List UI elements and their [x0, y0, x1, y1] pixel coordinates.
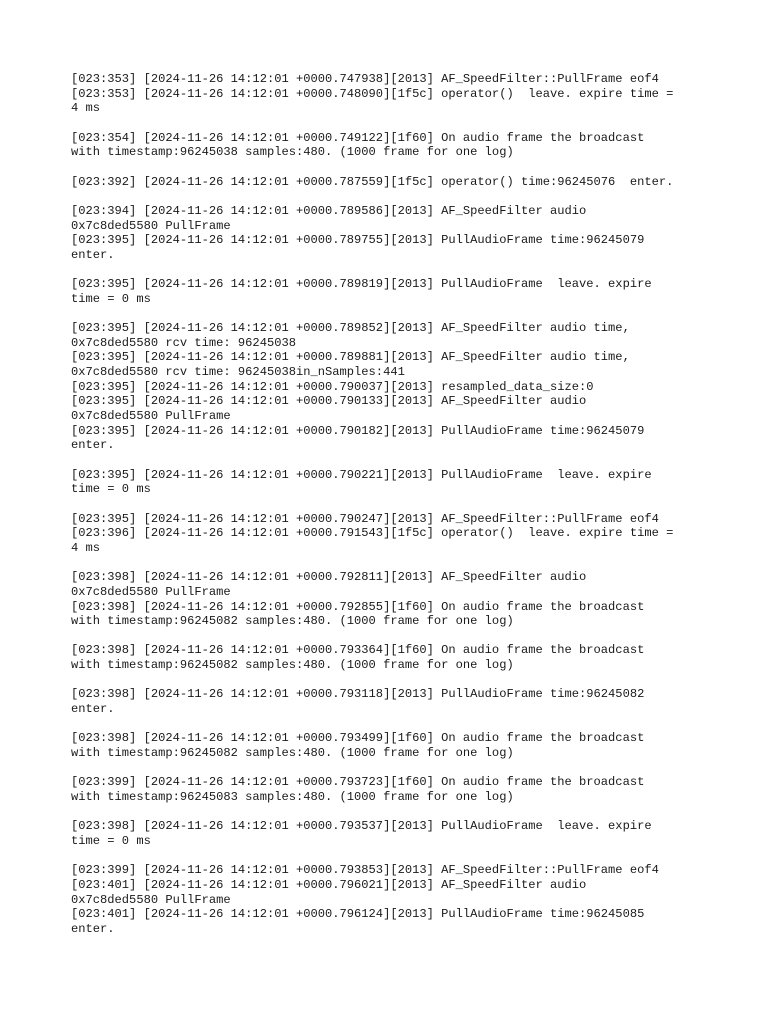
log-line: [023:398] [2024-11-26 14:12:01 +0000.792811][2013] AF_SpeedFilter audio	[71, 570, 587, 585]
log-entry-group	[71, 775, 721, 804]
log-line: [023:395] [2024-11-26 14:12:01 +0000.789755][2013] PullAudioFrame time:96245079	[71, 233, 645, 248]
log-line: [023:398] [2024-11-26 14:12:01 +0000.793499][1f60] On audio frame the broadcast	[71, 731, 645, 746]
log-line: [023:395] [2024-11-26 14:12:01 +0000.789881][2013] AF_SpeedFilter audio time,	[71, 350, 630, 365]
log-line: [023:392] [2024-11-26 14:12:01 +0000.787559][1f5c] operator() time:96245076 enter.	[71, 174, 674, 189]
log-line: [023:398] [2024-11-26 14:12:01 +0000.793364][1f60] On audio frame the broadcast	[71, 643, 645, 658]
log-line: 0x7c8ded5580 PullFrame	[71, 892, 231, 907]
log-line: [023:394] [2024-11-26 14:12:01 +0000.789586][2013] AF_SpeedFilter audio	[71, 203, 587, 218]
log-line: [023:353] [2024-11-26 14:12:01 +0000.747938][2013] AF_SpeedFilter::PullFrame eof4	[71, 72, 659, 86]
log-line: 0x7c8ded5580 rcv time: 96245038	[71, 335, 296, 350]
log-entry-group	[71, 643, 721, 672]
log-line: enter.	[71, 702, 115, 717]
log-entry-group	[71, 687, 721, 716]
log-line: [023:395] [2024-11-26 14:12:01 +0000.790247][2013] AF_SpeedFilter::PullFrame eof4	[71, 511, 659, 526]
log-line: 0x7c8ded5580 PullFrame	[71, 409, 231, 424]
log-entry-group	[71, 277, 721, 306]
log-line: with timestamp:96245082 samples:480. (1000 frame for one log)	[71, 614, 514, 629]
log-line: [023:395] [2024-11-26 14:12:01 +0000.789852][2013] AF_SpeedFilter audio time,	[71, 321, 630, 336]
log-line: [023:395] [2024-11-26 14:12:01 +0000.790037][2013] resampled_data_size:0	[71, 379, 594, 394]
log-line: [023:395] [2024-11-26 14:12:01 +0000.789819][2013] PullAudioFrame leave. expire	[71, 277, 652, 292]
log-line: with timestamp:96245083 samples:480. (1000 frame for one log)	[71, 789, 514, 804]
log-line: [023:398] [2024-11-26 14:12:01 +0000.792855][1f60] On audio frame the broadcast	[71, 599, 645, 614]
log-line: 0x7c8ded5580 PullFrame	[71, 218, 231, 233]
log-entry-group	[71, 175, 721, 190]
log-line: time = 0 ms	[71, 833, 151, 848]
log-entry-group	[71, 468, 721, 497]
log-entry-group	[71, 731, 721, 760]
log-entry-group	[71, 131, 721, 160]
log-line: 4 ms	[71, 101, 101, 116]
log-line: [023:399] [2024-11-26 14:12:01 +0000.793723][1f60] On audio frame the broadcast	[71, 775, 645, 790]
log-entry-group	[71, 321, 721, 453]
log-line: 0x7c8ded5580 PullFrame	[71, 584, 231, 599]
log-entry-group	[71, 863, 721, 936]
log-line: with timestamp:96245082 samples:480. (1000 frame for one log)	[71, 746, 514, 761]
log-line: [023:399] [2024-11-26 14:12:01 +0000.793853][2013] AF_SpeedFilter::PullFrame eof4	[71, 863, 659, 878]
log-entry-group	[71, 819, 721, 848]
log-entry-group	[71, 204, 721, 263]
log-line: [023:401] [2024-11-26 14:12:01 +0000.796124][2013] PullAudioFrame time:96245085	[71, 907, 645, 922]
log-line: 4 ms	[71, 540, 101, 555]
log-line: enter.	[71, 247, 115, 262]
log-line: 0x7c8ded5580 rcv time: 96245038in_nSamples:441	[71, 365, 405, 380]
log-line: [023:398] [2024-11-26 14:12:01 +0000.793537][2013] PullAudioFrame leave. expire	[71, 819, 652, 834]
log-line: [023:395] [2024-11-26 14:12:01 +0000.790221][2013] PullAudioFrame leave. expire	[71, 467, 652, 482]
log-line: time = 0 ms	[71, 291, 151, 306]
log-line: enter.	[71, 921, 115, 936]
log-line: [023:354] [2024-11-26 14:12:01 +0000.749122][1f60] On audio frame the broadcast	[71, 130, 645, 145]
log-line: [023:396] [2024-11-26 14:12:01 +0000.791543][1f5c] operator() leave. expire time =	[71, 526, 674, 541]
log-line: [023:395] [2024-11-26 14:12:01 +0000.790133][2013] AF_SpeedFilter audio	[71, 394, 587, 409]
log-line: [023:401] [2024-11-26 14:12:01 +0000.796021][2013] AF_SpeedFilter audio	[71, 877, 587, 892]
log-line: with timestamp:96245038 samples:480. (1000 frame for one log)	[71, 145, 514, 160]
log-line: with timestamp:96245082 samples:480. (1000 frame for one log)	[71, 658, 514, 673]
log-line: [023:353] [2024-11-26 14:12:01 +0000.748090][1f5c] operator() leave. expire time =	[71, 86, 674, 101]
log-entry-group	[71, 512, 721, 556]
log-line: [023:395] [2024-11-26 14:12:01 +0000.790182][2013] PullAudioFrame time:96245079	[71, 423, 645, 438]
log-entry-group	[71, 72, 721, 116]
log-line: enter.	[71, 438, 115, 453]
log-document	[71, 72, 721, 951]
log-entry-group	[71, 570, 721, 629]
log-line: time = 0 ms	[71, 482, 151, 497]
log-line: [023:398] [2024-11-26 14:12:01 +0000.793118][2013] PullAudioFrame time:96245082	[71, 687, 645, 702]
